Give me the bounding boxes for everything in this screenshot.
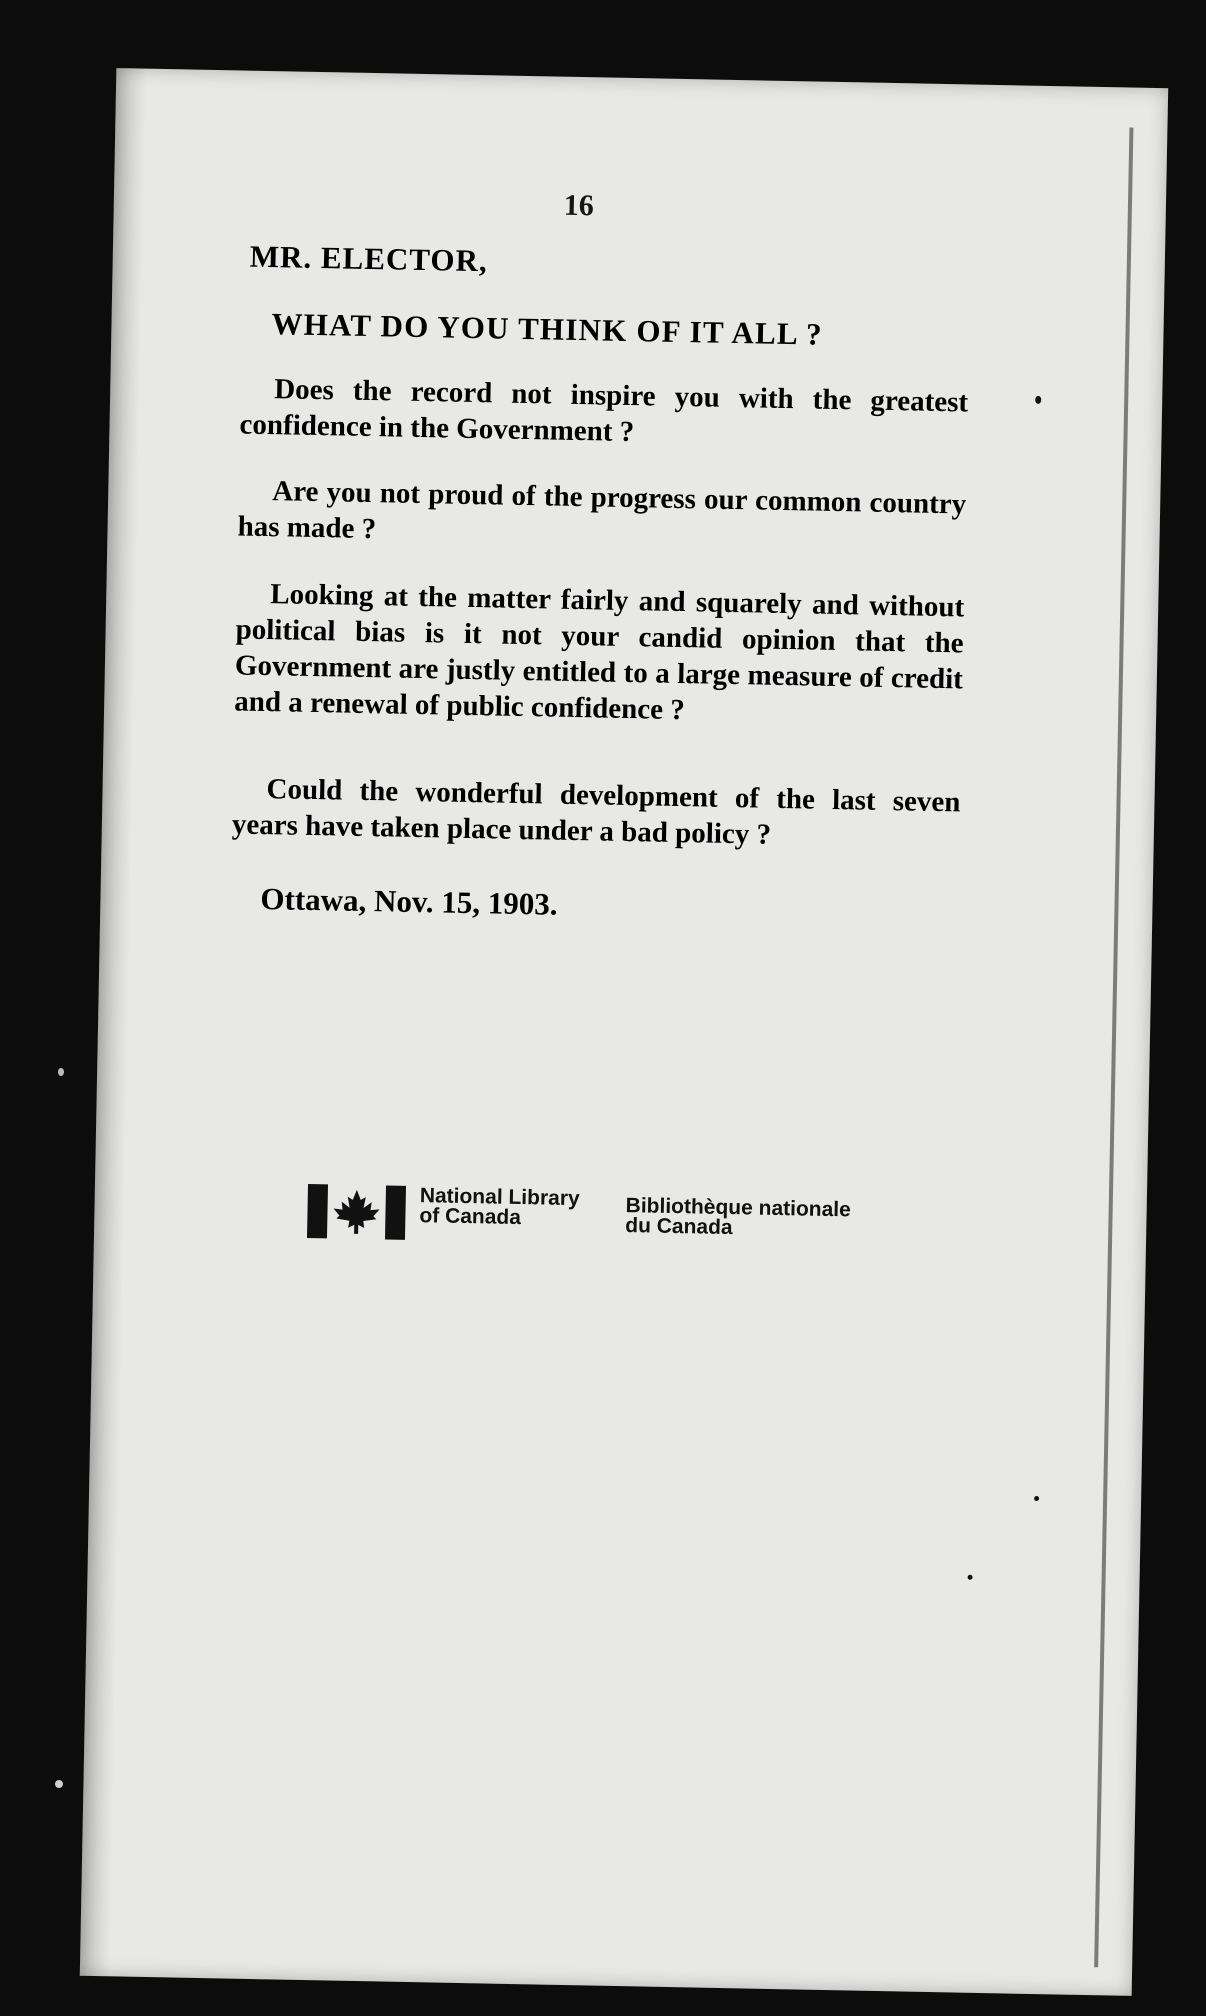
scan-speck [1035, 396, 1041, 404]
paragraph: Could the wonderful development of the last seven years have taken place under a bad policy ? [231, 773, 961, 851]
library-name-english: National Library of Canada [419, 1184, 580, 1230]
paragraph: Are you not proud of the progress our common country has made ? [237, 475, 967, 546]
canada-flag-icon [307, 1184, 406, 1240]
page-edge [1094, 128, 1173, 1969]
scanned-page [80, 68, 1168, 1996]
scan-speck [968, 1575, 973, 1580]
scan-speck [1034, 1496, 1039, 1501]
salutation: MR. ELECTOR, [249, 238, 489, 279]
page-number: 16 [563, 188, 595, 223]
scan-speck [55, 1780, 63, 1788]
library-name-french: Bibliothèque nationale du Canada [625, 1194, 852, 1240]
library-stamp [306, 1184, 947, 1276]
heading: WHAT DO YOU THINK OF IT ALL ? [271, 306, 824, 352]
paragraph: Does the record not inspire you with the greatest confidence in the Government ? [239, 373, 969, 449]
dateline: Ottawa, Nov. 15, 1903. [260, 881, 558, 922]
paragraph: Looking at the matter fairly and squarely and without political bias is it not your candid opinion that the Government are justly entitled to a large measure of credit and a renewal of public confidence ? [233, 578, 965, 727]
scan-speck [58, 1068, 64, 1076]
